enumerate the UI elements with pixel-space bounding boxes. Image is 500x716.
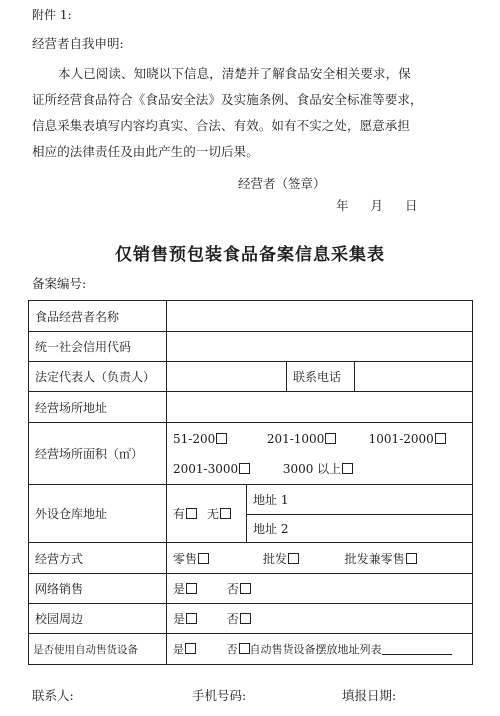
warehouse-address-2[interactable]: 地址 2 bbox=[253, 521, 289, 536]
online-sales-options bbox=[167, 574, 473, 604]
area-label: 经营场所面积（㎡） bbox=[29, 423, 167, 485]
phone-field[interactable] bbox=[355, 362, 473, 392]
signer-label: 经营者（签章） bbox=[238, 176, 326, 191]
vending-address-list-label: 自动售货设备摆放地址列表 bbox=[249, 643, 382, 656]
warehouse-yes-option[interactable]: 有 bbox=[173, 505, 197, 522]
warehouse-address-table bbox=[247, 485, 472, 542]
online-sales-label: 网络销售 bbox=[29, 574, 167, 604]
row-campus bbox=[29, 604, 473, 634]
warehouse-yes-no bbox=[167, 485, 247, 543]
credit-code-field[interactable] bbox=[167, 332, 473, 362]
row-business-mode bbox=[29, 543, 473, 574]
contact-person-label: 联系人: bbox=[32, 688, 74, 703]
checkbox-icon bbox=[240, 613, 251, 624]
checkbox-icon bbox=[239, 463, 250, 474]
checkbox-icon bbox=[342, 463, 353, 474]
declaration-title: 经营者自我申明: bbox=[32, 36, 124, 51]
mode-wholesale-retail-option[interactable]: 批发兼零售 bbox=[345, 550, 417, 567]
campus-no-option[interactable]: 否 bbox=[227, 610, 251, 627]
warehouse-label: 外设仓库地址 bbox=[29, 485, 167, 543]
date-day: 日 bbox=[405, 198, 418, 213]
checkbox-icon bbox=[186, 613, 197, 624]
mobile-number-label: 手机号码: bbox=[192, 688, 247, 703]
warehouse-address-cell bbox=[247, 485, 473, 543]
row-vending bbox=[29, 634, 473, 665]
checkbox-icon bbox=[186, 508, 197, 519]
form-title: 仅销售预包装食品备案信息采集表 bbox=[115, 245, 385, 265]
row-operator-name bbox=[29, 301, 473, 332]
row-credit-code bbox=[29, 332, 473, 362]
mode-wholesale-option[interactable]: 批发 bbox=[263, 550, 341, 567]
row-legal-rep bbox=[29, 362, 473, 392]
credit-code-label: 统一社会信用代码 bbox=[29, 332, 167, 362]
vending-yes-option[interactable]: 是 bbox=[173, 641, 223, 657]
vending-label: 是否使用自动售货设备 bbox=[29, 634, 167, 665]
business-mode-options bbox=[167, 543, 473, 574]
address-label: 经营场所地址 bbox=[29, 392, 167, 423]
vending-no-option[interactable]: 否 bbox=[227, 641, 250, 657]
legal-rep-field[interactable] bbox=[167, 362, 287, 392]
address-field[interactable] bbox=[167, 392, 473, 423]
mode-retail-option[interactable]: 零售 bbox=[173, 550, 259, 567]
checkbox-icon bbox=[406, 553, 417, 564]
campus-yes-option[interactable]: 是 bbox=[173, 610, 223, 627]
row-online-sales bbox=[29, 574, 473, 604]
phone-label: 联系电话 bbox=[287, 362, 355, 392]
checkbox-icon bbox=[435, 433, 446, 444]
fill-date-label: 填报日期: bbox=[342, 688, 397, 703]
area-option-51-200[interactable]: 51-200 bbox=[173, 424, 263, 454]
area-options bbox=[167, 423, 473, 485]
row-address bbox=[29, 392, 473, 423]
vending-options bbox=[167, 634, 473, 665]
declaration-date bbox=[336, 196, 418, 214]
area-option-2001-3000[interactable]: 2001-3000 bbox=[173, 454, 279, 484]
checkbox-icon bbox=[220, 508, 231, 519]
campus-label: 校园周边 bbox=[29, 604, 167, 634]
date-year: 年 bbox=[336, 198, 349, 213]
business-mode-label: 经营方式 bbox=[29, 543, 167, 574]
warehouse-address-1[interactable]: 地址 1 bbox=[247, 485, 472, 514]
online-no-option[interactable]: 否 bbox=[227, 580, 251, 597]
checkbox-icon bbox=[216, 433, 227, 444]
checkbox-icon bbox=[239, 643, 250, 654]
checkbox-icon bbox=[325, 433, 336, 444]
checkbox-icon bbox=[288, 553, 299, 564]
checkbox-icon bbox=[198, 553, 209, 564]
operator-name-field[interactable] bbox=[167, 301, 473, 332]
warehouse-no-option[interactable]: 无 bbox=[207, 505, 231, 522]
declaration-line-3: 信息采集表填写内容均真实、合法、有效。如有不实之处，愿意承担 bbox=[32, 118, 411, 133]
checkbox-icon bbox=[185, 643, 196, 654]
area-option-1001-2000[interactable]: 1001-2000 bbox=[369, 424, 446, 454]
legal-rep-label: 法定代表人（负责人） bbox=[29, 362, 167, 392]
attachment-label: 附件 1: bbox=[32, 8, 72, 22]
operator-name-label: 食品经营者名称 bbox=[29, 301, 167, 332]
area-option-201-1000[interactable]: 201-1000 bbox=[267, 424, 365, 454]
vending-address-blank[interactable] bbox=[382, 644, 452, 655]
row-area bbox=[29, 423, 473, 485]
checkbox-icon bbox=[186, 583, 197, 594]
row-warehouse bbox=[29, 485, 473, 543]
online-yes-option[interactable]: 是 bbox=[173, 580, 223, 597]
declaration-line-2: 证所经营食品符合《食品安全法》及实施条例、食品安全标准等要求， bbox=[32, 92, 423, 107]
declaration-line-1: 本人已阅读、知晓以下信息，清楚并了解食品安全相关要求，保 bbox=[58, 66, 411, 81]
checkbox-icon bbox=[240, 583, 251, 594]
campus-options bbox=[167, 604, 473, 634]
declaration-line-4: 相应的法律责任及由此产生的一切后果。 bbox=[32, 144, 259, 159]
area-option-3000-plus[interactable]: 3000 以上 bbox=[283, 454, 353, 484]
record-number-label: 备案编号: bbox=[32, 276, 87, 291]
date-month: 月 bbox=[370, 198, 384, 213]
registration-form-table bbox=[28, 300, 473, 665]
